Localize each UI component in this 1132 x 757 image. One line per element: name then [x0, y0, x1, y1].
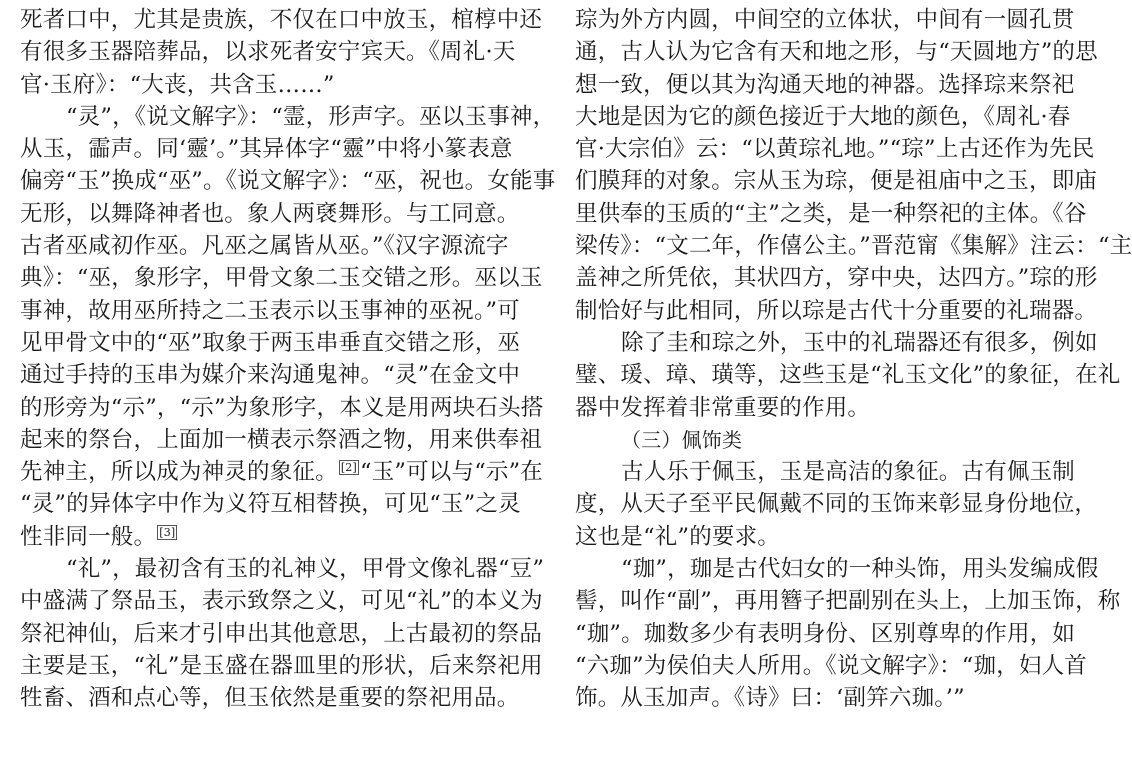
text-line [20, 133, 524, 165]
line-text: 古人乐于佩玉，玉是高洁的象征。古有佩玉制 [621, 459, 1076, 486]
text-line [575, 230, 1132, 262]
text-line [20, 585, 543, 617]
text-line [20, 101, 556, 133]
line-text: “珈”，珈是古代妇女的一种头饰，用头发编成假 [621, 556, 1099, 583]
text-line [575, 456, 1080, 488]
section-heading [575, 424, 1080, 456]
line-text: 通，古人认为它含有天和地之形，与“天圆地方”的思 [575, 39, 1098, 66]
line-text: 璧、瑗、璋、璜等，这些玉是“礼玉文化”的象征，在礼 [575, 362, 1121, 389]
line-text: 想一致，便以其为沟通天地的神器。选择琮来祭祀 [575, 71, 1075, 98]
text-line [20, 36, 524, 68]
text-line [575, 585, 1121, 617]
citation-marker: [3] [159, 525, 176, 539]
text-line [20, 165, 556, 197]
line-text: 的形旁为“示”，“示”为象形字，本义是用两块石头搭 [20, 394, 544, 421]
line-text: 梁传》：“文二年，作僖公主。”晋范甯《集解》注云：“主 [575, 233, 1132, 260]
text-line [575, 101, 1080, 133]
text-line [20, 553, 545, 585]
text-line [20, 69, 524, 101]
text-line [575, 295, 1098, 327]
line-text: 度，从天子至平民佩戴不同的玉饰来彰显身份地位， [575, 491, 1098, 518]
text-line [20, 359, 524, 391]
text-line [20, 4, 543, 36]
line-text: 典》：“巫，象形字，甲骨文象二玉交错之形。巫以玉 [20, 265, 543, 292]
line-text: 通过手持的玉串为媒介来沟通鬼神。“灵”在金文中 [20, 362, 521, 389]
line-text: 大地是因为它的颜色接近于大地的颜色，《周礼·春 [575, 103, 1071, 130]
line-text: 官·大宗伯》云：“以黄琮礼地。”“琮”上古还作为先民 [575, 136, 1095, 163]
line-text: 牲畜、酒和点心等，但玉依然是重要的祭祀用品。 [20, 685, 520, 712]
left-text-column [20, 4, 556, 715]
text-line [575, 553, 1099, 585]
text-line [575, 165, 1098, 197]
line-text: 除了圭和琮之外，玉中的礼瑞器还有很多，例如 [621, 329, 1098, 356]
line-text: “珈”。珈数多少有表明身份、区别尊卑的作用，如 [575, 620, 1076, 647]
line-text: 盖神之所凭依，其状四方，穿中央，达四方。”琮的形 [575, 265, 1098, 292]
line-text: 官·玉府》：“大丧，共含玉……” [20, 71, 335, 98]
text-line [575, 682, 1080, 714]
text-line [575, 4, 1080, 36]
text-line [575, 36, 1098, 68]
text-line [575, 133, 1095, 165]
line-text: 事神，故用巫所持之二玉表示以玉事神的巫祝。”可 [20, 297, 520, 324]
text-line [20, 295, 524, 327]
line-text: 有很多玉器陪葬品，以求死者安宁宾天。《周礼·天 [20, 39, 516, 66]
text-line [575, 392, 1080, 424]
text-line [20, 327, 524, 359]
line-text: （三）佩饰类 [621, 427, 743, 452]
line-text: 见甲骨文中的“巫”取象于两玉串垂直交错之形，巫 [20, 329, 521, 356]
line-text: 琮为外方内圆，中间空的立体状，中间有一圆孔贯 [575, 7, 1075, 33]
line-text: 性非同一般。 [20, 523, 157, 550]
text-line [20, 682, 524, 714]
line-text: 饰。从玉加声。《诗》曰：‘副笄六珈。’” [575, 685, 965, 712]
line-text: 这也是“礼”的要求。 [575, 523, 781, 550]
citation-marker: [2] [340, 461, 357, 475]
text-line [575, 488, 1098, 520]
line-text: 死者口中，尤其是贵族，不仅在口中放玉，棺椁中还 [20, 7, 543, 33]
line-text: 们膜拜的对象。宗从玉为琮，便是祖庙中之玉，即庙 [575, 168, 1098, 195]
text-line [575, 521, 1080, 553]
line-text: 髻，叫作“副”，再用簪子把副别在头上，上加玉饰，称 [575, 588, 1121, 615]
line-text: 起来的祭台，上面加一横表示祭酒之物，用来供奉祖 [20, 426, 543, 453]
line-text: 偏旁“玉”换成“巫”。《说文解字》：“巫，祝也。女能事 [20, 168, 556, 195]
right-text-column [575, 4, 1132, 715]
text-line [20, 424, 543, 456]
text-line [575, 359, 1121, 391]
text-line [20, 488, 524, 520]
text-line [20, 198, 524, 230]
text-line [20, 262, 543, 294]
text-line [575, 618, 1080, 650]
text-line [20, 392, 544, 424]
text-line [575, 650, 1088, 682]
text-line [20, 650, 543, 682]
text-line [20, 521, 524, 553]
text-line [20, 230, 524, 262]
line-text: 从玉，霝声。同‘靈’。”其异体字“靈”中将小篆表意 [20, 136, 513, 163]
line-text: “灵”，《说文解字》：“霊，形声字。巫以玉事神， [66, 103, 556, 130]
line-text: 制恰好与此相同，所以琮是古代十分重要的礼瑞器。 [575, 297, 1098, 324]
line-text: “灵”的异体字中作为义符互相替换，可见“玉”之灵 [20, 491, 521, 518]
line-text: “礼”，最初含有玉的礼神义，甲骨文像礼器“豆” [66, 556, 545, 583]
line-text: “六珈”为侯伯夫人所用。《说文解字》：“珈，妇人首 [575, 652, 1088, 679]
line-text: 无形，以舞降神者也。象人两褎舞形。与工同意。 [20, 200, 520, 227]
line-text-continued: “玉”可以与“示”在 [360, 459, 544, 486]
line-text: 器中发挥着非常重要的作用。 [575, 394, 871, 421]
text-line [20, 618, 543, 650]
line-text: 古者巫咸初作巫。凡巫之属皆从巫。”《汉字源流字 [20, 233, 509, 260]
line-text: 主要是玉，“礼”是玉盛在器皿里的形状，后来祭祀用 [20, 652, 543, 679]
line-text: 先神主，所以成为神灵的象征。 [20, 459, 338, 486]
text-line [575, 69, 1080, 101]
text-line [20, 456, 544, 488]
text-line [575, 262, 1098, 294]
line-text: 里供奉的玉质的“主”之类，是一种祭祀的主体。《谷 [575, 200, 1087, 227]
line-text: 祭祀神仙，后来才引申出其他意思，上古最初的祭品 [20, 620, 543, 647]
line-text: 中盛满了祭品玉，表示致祭之义，可见“礼”的本义为 [20, 588, 543, 615]
text-line [575, 327, 1098, 359]
text-line [575, 198, 1087, 230]
